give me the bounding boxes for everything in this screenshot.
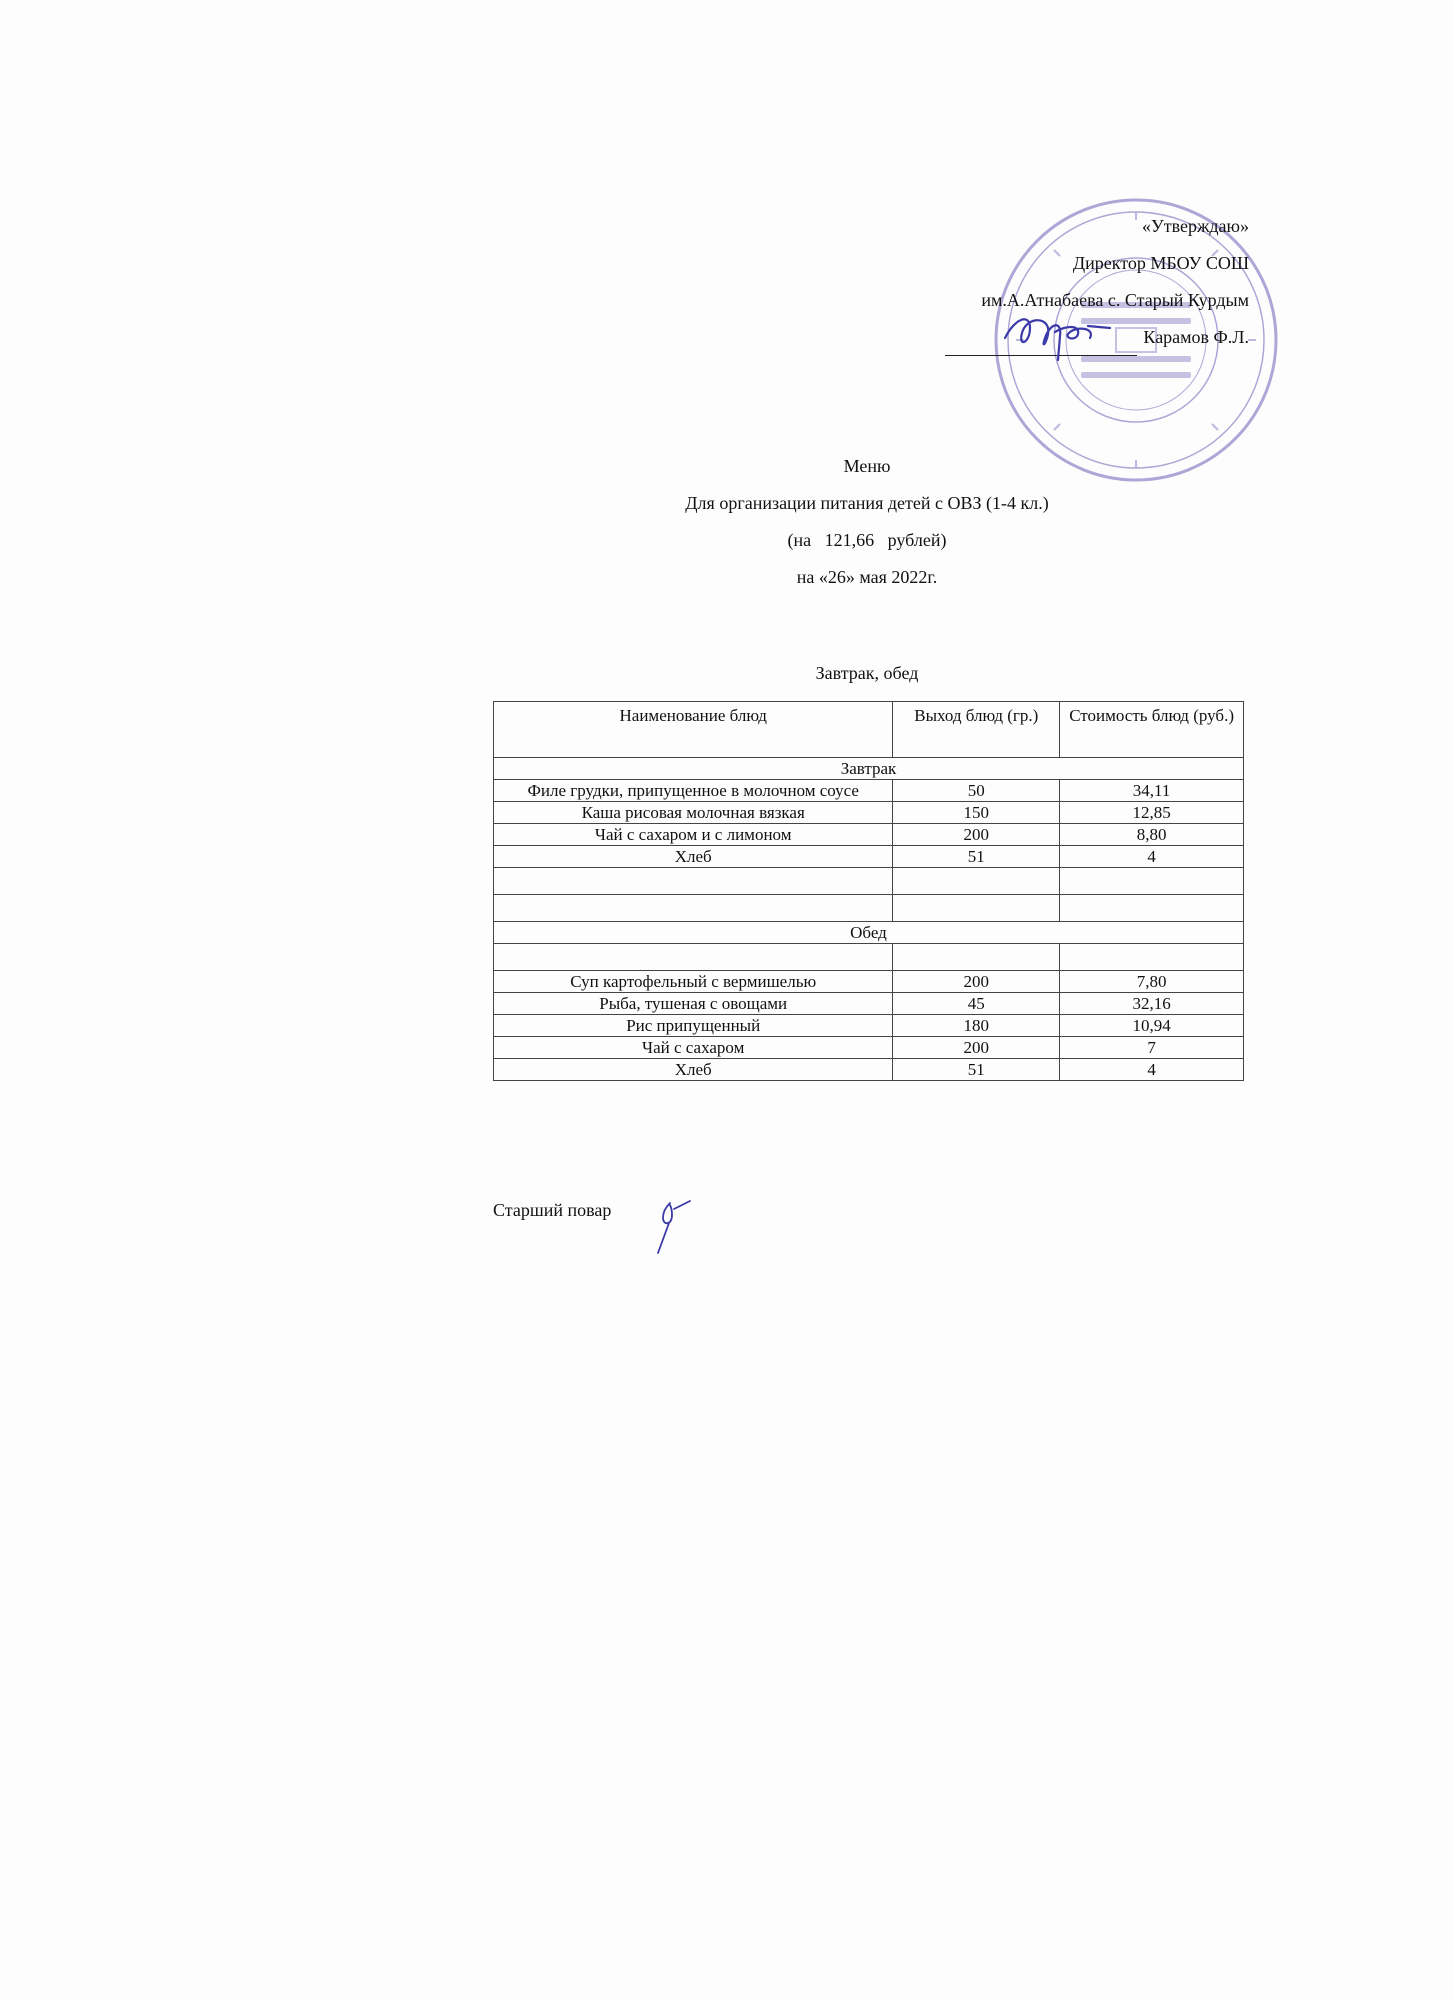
dish-cost: 7: [1060, 1037, 1244, 1059]
table-row: [494, 993, 1244, 1015]
dish-weight: 51: [893, 846, 1060, 868]
table-row: [494, 1037, 1244, 1059]
dish-cost: 10,94: [1060, 1015, 1244, 1037]
dish-weight: 200: [893, 824, 1060, 846]
approval-school: им.А.Атнабаева с. Старый Курдым: [981, 290, 1249, 310]
dish-name: Каша рисовая молочная вязкая: [494, 802, 893, 824]
cook-signature: [650, 1195, 700, 1255]
approval-signer-row: [945, 319, 1249, 356]
document-heading: [487, 448, 1247, 596]
table-header-row: [494, 702, 1244, 758]
dish-cost: 8,80: [1060, 824, 1244, 846]
dish-name: Чай с сахаром и с лимоном: [494, 824, 893, 846]
document-date: на «26» мая 2022г.: [796, 567, 938, 587]
approval-block: [945, 208, 1249, 356]
dish-weight: 51: [893, 1059, 1060, 1081]
document-price: (на 121,66 рублей): [787, 530, 947, 550]
dish-cost: 12,85: [1060, 802, 1244, 824]
dish-cost: 4: [1060, 1059, 1244, 1081]
document-subtitle: Для организации питания детей с ОВЗ (1-4 кл.): [685, 493, 1049, 513]
table-row: [494, 1015, 1244, 1037]
approval-position: Директор МБОУ СОШ: [1072, 253, 1249, 273]
table-row: [494, 824, 1244, 846]
table-row: [494, 780, 1244, 802]
column-header-weight: Выход блюд (гр.): [893, 702, 1060, 758]
dish-weight: 200: [893, 1037, 1060, 1059]
dish-name: Чай с сахаром: [494, 1037, 893, 1059]
dish-weight: 45: [893, 993, 1060, 1015]
dish-cost: 7,80: [1060, 971, 1244, 993]
empty-row: [494, 868, 1244, 895]
column-header-name: Наименование блюд: [494, 702, 893, 758]
table-row: [494, 846, 1244, 868]
dish-name: Рис припущенный: [494, 1015, 893, 1037]
empty-row: [494, 895, 1244, 922]
dish-cost: 32,16: [1060, 993, 1244, 1015]
table-row: [494, 1059, 1244, 1081]
dish-name: Рыба, тушеная с овощами: [494, 993, 893, 1015]
dish-weight: 200: [893, 971, 1060, 993]
table-row: [494, 802, 1244, 824]
table-row: [494, 971, 1244, 993]
dish-name: Суп картофельный с вермишелью: [494, 971, 893, 993]
cook-label: Старший повар: [493, 1200, 612, 1220]
column-header-cost: Стоимость блюд (руб.): [1060, 702, 1244, 758]
dish-name: Филе грудки, припущенное в молочном соусе: [494, 780, 893, 802]
empty-row: [494, 944, 1244, 971]
dish-name: Хлеб: [494, 846, 893, 868]
section-label: Обед: [494, 922, 1244, 944]
section-row-breakfast: [494, 758, 1244, 780]
dish-weight: 150: [893, 802, 1060, 824]
dish-name: Хлеб: [494, 1059, 893, 1081]
approval-title: «Утверждаю»: [1141, 216, 1249, 236]
dish-weight: 50: [893, 780, 1060, 802]
dish-cost: 4: [1060, 846, 1244, 868]
dish-weight: 180: [893, 1015, 1060, 1037]
section-label: Завтрак: [494, 758, 1244, 780]
approval-signer: Карамов Ф.Л.: [1143, 327, 1249, 347]
menu-table: [493, 701, 1244, 1081]
document-title: Меню: [843, 456, 891, 476]
signature-line: [945, 333, 1137, 356]
dish-cost: 34,11: [1060, 780, 1244, 802]
section-row-lunch: [494, 922, 1244, 944]
section-title: Завтрак, обед: [815, 663, 919, 683]
